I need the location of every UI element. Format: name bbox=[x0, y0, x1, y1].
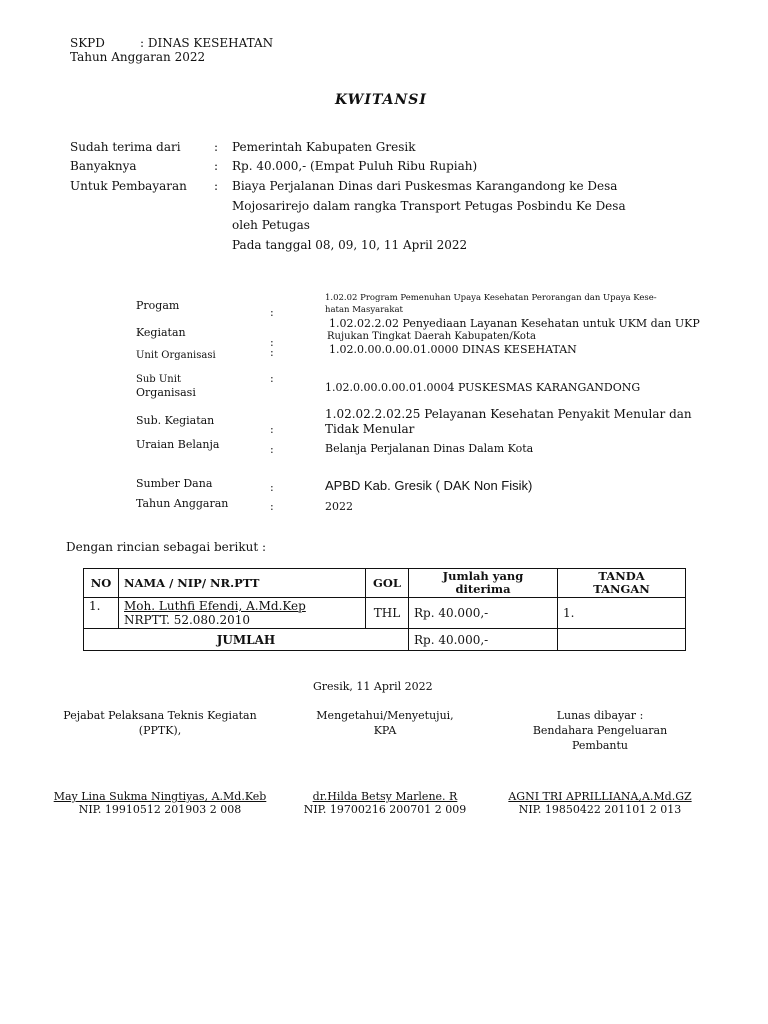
cell-tanda: 1. bbox=[558, 598, 686, 629]
header-jumlah-line2: diterima bbox=[455, 582, 511, 596]
sumber-dana-value: APBD Kab. Gresik ( DAK Non Fisik) bbox=[325, 478, 533, 493]
unit-label: Unit Organisasi bbox=[136, 350, 216, 361]
cell-jumlah: Rp. 40.000,- bbox=[409, 598, 558, 629]
received-from-label: Sudah terima dari bbox=[70, 140, 181, 154]
header-tanda bbox=[558, 569, 686, 598]
program-value-cont: hatan Masyarakat bbox=[325, 305, 403, 315]
header-nama: NAMA / NIP/ NR.PTT bbox=[119, 569, 366, 598]
subunit-label: Sub Unit bbox=[136, 374, 181, 385]
uraian-value: Belanja Perjalanan Dinas Dalam Kota bbox=[325, 442, 534, 455]
unit-value: 1.02.0.00.0.00.01.0000 DINAS KESEHATAN bbox=[329, 343, 577, 356]
role-line: (PPTK), bbox=[138, 724, 182, 737]
program-label: Progam bbox=[136, 299, 180, 312]
header-tanda-line1: TANDA bbox=[598, 569, 645, 583]
received-from-value: Pemerintah Kabupaten Gresik bbox=[232, 140, 416, 154]
signature-pptk bbox=[30, 790, 290, 816]
tahun-anggaran-label: Tahun Anggaran bbox=[136, 497, 229, 510]
role-line: Mengetahui/Menyetujui, bbox=[316, 709, 454, 722]
total-label: JUMLAH bbox=[84, 629, 409, 651]
role-line: Pembantu bbox=[571, 739, 629, 752]
role-line: Bendahara Pengeluaran bbox=[532, 724, 668, 737]
signatory-nip: NIP. 19700216 200701 2 009 bbox=[303, 803, 467, 816]
purpose-line: Mojosarirejo dalam rangka Transport Petugas Posbindu Ke Desa bbox=[232, 199, 626, 213]
total-tanda bbox=[558, 629, 686, 651]
colon: : bbox=[270, 443, 274, 456]
header-no: NO bbox=[84, 569, 119, 598]
colon: : bbox=[270, 306, 274, 319]
subkegiatan-value-cont: Tidak Menular bbox=[325, 422, 415, 436]
role-line: KPA bbox=[373, 724, 397, 737]
purpose-label: Untuk Pembayaran bbox=[70, 179, 187, 193]
table-row bbox=[84, 598, 686, 629]
colon: : bbox=[214, 159, 219, 173]
signatory-name: AGNI TRI APRILLIANA,A.Md.GZ bbox=[508, 790, 692, 803]
colon: : bbox=[214, 179, 219, 193]
table-total-row bbox=[84, 629, 686, 651]
cell-gol: THL bbox=[366, 598, 409, 629]
amount-value: Rp. 40.000,- (Empat Puluh Ribu Rupiah) bbox=[232, 159, 478, 173]
table-header-row bbox=[84, 569, 686, 598]
signature-bendahara bbox=[490, 790, 710, 816]
signatory-name: dr.Hilda Betsy Marlene. R bbox=[312, 790, 458, 803]
colon: : bbox=[270, 336, 274, 349]
kegiatan-label: Kegiatan bbox=[136, 326, 186, 339]
skpd-value: : DINAS KESEHATAN bbox=[140, 36, 274, 50]
purpose-line: Biaya Perjalanan Dinas dari Puskesmas Karangandong ke Desa bbox=[232, 179, 618, 193]
subunit-label-cont: Organisasi bbox=[136, 386, 196, 399]
signature-pptk-role bbox=[40, 708, 280, 738]
colon: : bbox=[214, 140, 219, 154]
tahun-anggaran-header: Tahun Anggaran 2022 bbox=[70, 50, 206, 64]
rincian-table bbox=[83, 568, 686, 651]
sumber-dana-label: Sumber Dana bbox=[136, 477, 213, 490]
role-line: Lunas dibayar : bbox=[556, 709, 644, 722]
signatory-nip: NIP. 19850422 201101 2 013 bbox=[518, 803, 682, 816]
purpose-line: oleh Petugas bbox=[232, 218, 310, 232]
header-gol: GOL bbox=[366, 569, 409, 598]
cell-nama bbox=[119, 598, 366, 629]
cell-no: 1. bbox=[84, 598, 119, 629]
place-date: Gresik, 11 April 2022 bbox=[313, 680, 433, 693]
rincian-intro: Dengan rincian sebagai berikut : bbox=[66, 540, 267, 554]
signature-kpa-role bbox=[285, 708, 485, 738]
signatory-name: May Lina Sukma Ningtiyas, A.Md.Keb bbox=[53, 790, 267, 803]
skpd-label: SKPD bbox=[70, 36, 105, 50]
purpose-line: Pada tanggal 08, 09, 10, 11 April 2022 bbox=[232, 238, 468, 252]
colon: : bbox=[270, 372, 274, 385]
total-value: Rp. 40.000,- bbox=[409, 629, 558, 651]
colon: : bbox=[270, 481, 274, 494]
uraian-label: Uraian Belanja bbox=[136, 438, 220, 451]
subkegiatan-value: 1.02.02.2.02.25 Pelayanan Kesehatan Penyakit Menular dan bbox=[325, 407, 692, 421]
colon: : bbox=[270, 346, 274, 359]
kegiatan-value-cont: Rujukan Tingkat Daerah Kabupaten/Kota bbox=[327, 331, 536, 342]
signatory-nip: NIP. 19910512 201903 2 008 bbox=[78, 803, 242, 816]
subkegiatan-label: Sub. Kegiatan bbox=[136, 414, 215, 427]
subunit-value: 1.02.0.00.0.00.01.0004 PUSKESMAS KARANGANDONG bbox=[325, 381, 641, 394]
tahun-anggaran-value: 2022 bbox=[325, 500, 353, 513]
cell-nama-name: Moh. Luthfi Efendi, A.Md.Kep bbox=[124, 599, 306, 613]
header-tanda-line2: TANGAN bbox=[593, 582, 650, 596]
signature-kpa bbox=[275, 790, 495, 816]
document-title: KWITANSI bbox=[335, 92, 427, 108]
colon: : bbox=[270, 423, 274, 436]
program-value: 1.02.02 Program Pemenuhan Upaya Kesehatan Perorangan dan Upaya Kese- bbox=[325, 293, 657, 303]
colon: : bbox=[270, 500, 274, 513]
signature-bendahara-role bbox=[500, 708, 700, 753]
amount-label: Banyaknya bbox=[70, 159, 137, 173]
kegiatan-value: 1.02.02.2.02 Penyediaan Layanan Kesehatan untuk UKM dan UKP bbox=[329, 317, 700, 330]
role-line: Pejabat Pelaksana Teknis Kegiatan bbox=[63, 709, 257, 722]
cell-nama-nrptt: NRPTT. 52.080.2010 bbox=[124, 613, 251, 627]
header-jumlah-line1: Jumlah yang bbox=[442, 569, 524, 583]
header-jumlah bbox=[409, 569, 558, 598]
